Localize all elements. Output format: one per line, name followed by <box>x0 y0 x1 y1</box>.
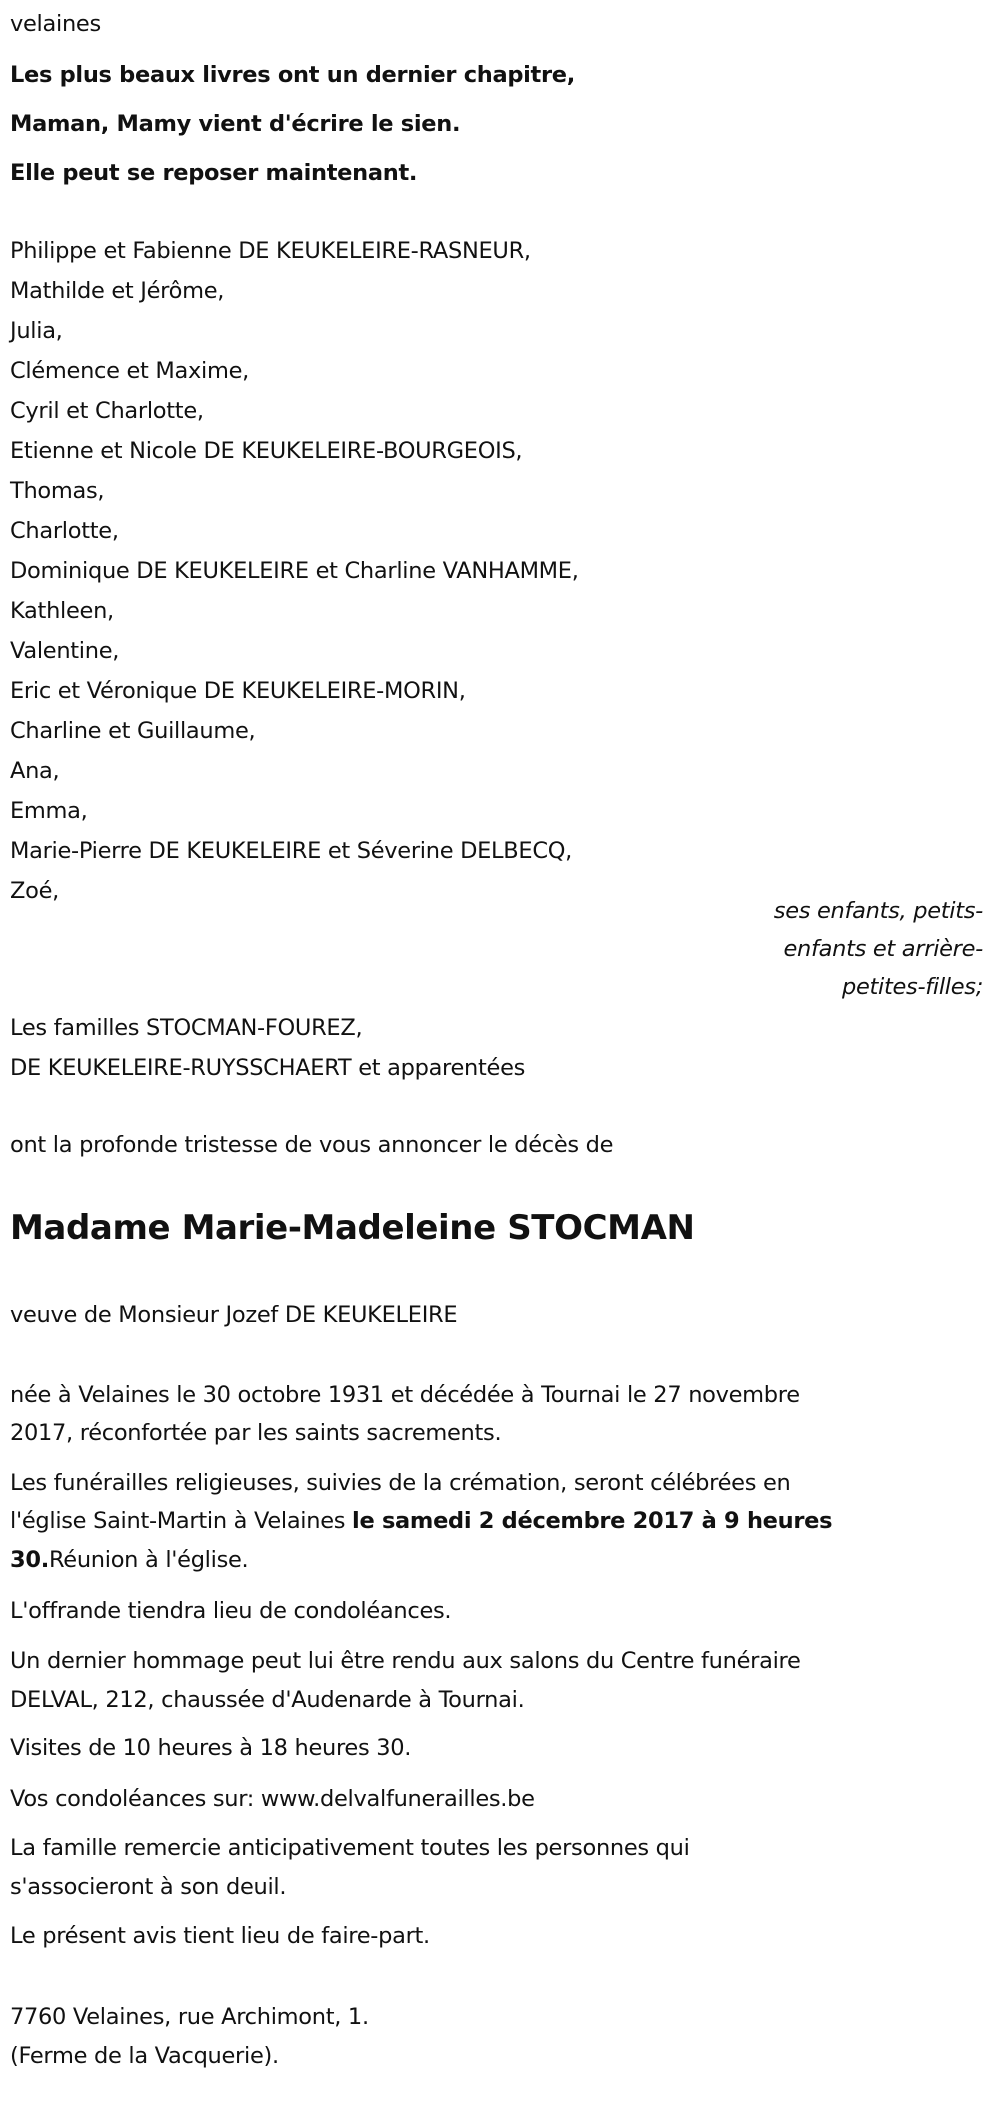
widow-of: veuve de Monsieur Jozef DE KEUKELEIRE <box>10 1302 458 1328</box>
family-member: Dominique DE KEUKELEIRE et Charline VANHAMME, <box>10 558 579 584</box>
announcement: ont la profonde tristesse de vous annoncer le décès de <box>10 1132 614 1158</box>
family-member: Charline et Guillaume, <box>10 718 256 744</box>
quote-line: Maman, Mamy vient d'écrire le sien. <box>10 111 461 137</box>
funeral-date: le samedi 2 décembre 2017 à 9 heures <box>352 1508 833 1534</box>
thanks-line: La famille remercie anticipativement toutes les personnes qui <box>10 1835 690 1861</box>
other-families-line: Les familles STOCMAN-FOUREZ, <box>10 1015 363 1041</box>
family-member: Emma, <box>10 798 88 824</box>
funeral-line: Les funérailles religieuses, suivies de la crémation, seront célébrées en <box>10 1470 791 1496</box>
tribute-line: DELVAL, 212, chaussée d'Audenarde à Tournai. <box>10 1687 525 1713</box>
funeral-meeting: Réunion à l'église. <box>48 1547 249 1573</box>
relation-line: enfants et arrière- <box>783 936 983 962</box>
thanks-line: s'associeront à son deuil. <box>10 1874 287 1900</box>
notice: Le présent avis tient lieu de faire-part. <box>10 1923 430 1949</box>
visits: Visites de 10 heures à 18 heures 30. <box>10 1735 412 1761</box>
funeral-time: 30. <box>10 1547 49 1573</box>
condolences: Vos condoléances sur: www.delvalfunerailles.be <box>10 1786 535 1812</box>
relation-line: ses enfants, petits- <box>773 898 983 924</box>
family-member: Valentine, <box>10 638 120 664</box>
other-families-line: DE KEUKELEIRE-RUYSSCHAERT et apparentées <box>10 1055 526 1081</box>
funeral-line <box>10 1540 248 1580</box>
family-member: Cyril et Charlotte, <box>10 398 204 424</box>
deceased-name: Madame Marie-Madeleine STOCMAN <box>10 1208 695 1248</box>
family-member: Philippe et Fabienne DE KEUKELEIRE-RASNEUR, <box>10 238 531 264</box>
family-member: Marie-Pierre DE KEUKELEIRE et Séverine DELBECQ, <box>10 838 572 864</box>
family-member: Eric et Véronique DE KEUKELEIRE-MORIN, <box>10 678 466 704</box>
birth-death-line: née à Velaines le 30 octobre 1931 et décédée à Tournai le 27 novembre <box>10 1382 800 1408</box>
quote-line: Elle peut se reposer maintenant. <box>10 160 418 186</box>
tribute-line: Un dernier hommage peut lui être rendu aux salons du Centre funéraire <box>10 1648 801 1674</box>
address-line: 7760 Velaines, rue Archimont, 1. <box>10 2004 369 2030</box>
offering: L'offrande tiendra lieu de condoléances. <box>10 1598 452 1624</box>
location: velaines <box>10 11 101 37</box>
funeral-place: l'église Saint-Martin à Velaines <box>10 1508 353 1534</box>
family-member: Ana, <box>10 758 60 784</box>
quote-line: Les plus beaux livres ont un dernier chapitre, <box>10 62 576 88</box>
birth-death-line: 2017, réconfortée par les saints sacrements. <box>10 1420 502 1446</box>
family-member: Julia, <box>10 318 63 344</box>
family-member: Kathleen, <box>10 598 114 624</box>
family-member: Thomas, <box>10 478 105 504</box>
relation-line: petites-filles; <box>841 974 983 1000</box>
address-line: (Ferme de la Vacquerie). <box>10 2043 279 2069</box>
family-member: Charlotte, <box>10 518 119 544</box>
family-member: Mathilde et Jérôme, <box>10 278 225 304</box>
funeral-line <box>10 1501 832 1541</box>
family-member: Etienne et Nicole DE KEUKELEIRE-BOURGEOIS, <box>10 438 523 464</box>
family-member: Zoé, <box>10 878 59 904</box>
family-member: Clémence et Maxime, <box>10 358 249 384</box>
